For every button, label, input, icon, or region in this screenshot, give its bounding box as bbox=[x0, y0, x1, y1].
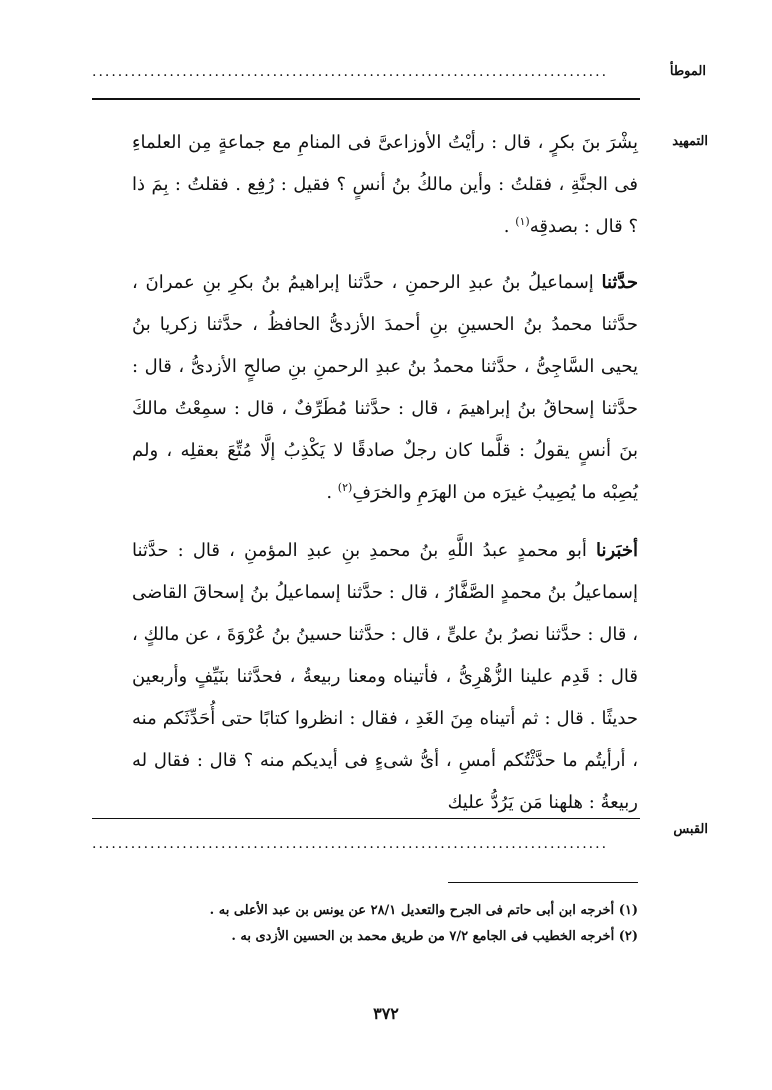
paragraph-1 bbox=[132, 122, 638, 248]
qabas-dotted-line: ................................................................................ bbox=[92, 836, 609, 852]
footnote-separator bbox=[448, 882, 638, 883]
footnote-ref-1: (١) bbox=[515, 215, 530, 228]
qabas-rule bbox=[92, 818, 640, 819]
header-rule bbox=[92, 98, 640, 100]
footnote-2: (٢) أخرجه الخطيب فى الجامع ٧/٢ من طريق محمد بن الحسين الأزدى به . bbox=[231, 929, 638, 944]
footnote-ref-2: (٢) bbox=[337, 481, 353, 494]
margin-label-tamhid: التمهيد bbox=[672, 134, 708, 149]
paragraph-1-tail: . bbox=[503, 216, 516, 237]
paragraph-3-text: أبو محمدٍ عبدُ اللَّهِ بنُ محمدِ بنِ عبدِ المؤمنِ ، قال : حدَّثنا إسماعيلُ بنُ محمدٍ الصَّفَّارُ ، قال : حدَّثنا إسماعيلُ بنُ إسحاقَ القاضى ، قال : حدَّثنا نصرُ بنُ علىٍّ ، قال : حدَّثنا حسينُ بنُ عُرْوَةَ ، عن مالكٍ ، قال : قَدِم علينا الزُّهْرِىُّ ، فأتيناه ومعنا ربيعةُ ، فحدَّثنا بنَيِّفٍ وأربعين حديثًا . قال : ثم أتيناه مِنَ الغَدِ ، فقال : انظروا كتابًا حتى أُحَدِّثَكم منه ، أرأيتُم ما حدَّثْتُكم أمسِ ، أىُّ شىءٍ فى أيديكم منه ؟ قال : فقال له ربيعةُ : هلهنا مَن يَرُدُّ عليك bbox=[132, 540, 639, 813]
paragraph-1-text: بِشْرَ بنَ بكرٍ ، قال : رأيْتُ الأوزاعىَّ فى المنامِ مع جماعةٍ مِن العلماءِ فى الجنَّةِ ، فقلتُ : وأين مالكُ بنُ أنسٍ ؟ فقيل : رُفِع . فقلتُ : بِمَ ذا ؟ قال : بصدقِه bbox=[132, 132, 638, 237]
paragraph-2-text: إسماعيلُ بنُ عبدِ الرحمنِ ، حدَّثنا إبراهيمُ بنُ بكرِ بنِ عمرانَ ، حدَّثنا محمدُ بنُ الحسينِ بنِ أحمدَ الأزدىُّ الحافظُ ، حدَّثنا زكريا بنُ يحيى السَّاجِىُّ ، حدَّثنا محمدُ بنُ عبدِ الرحمنِ بنِ صالحٍ الأزدىُّ ، قال : حدَّثنا إسحاقُ بنُ إبراهيمَ ، قال : حدَّثنا مُطَرِّفٌ ، قال : سمِعْتُ مالكَ بنَ أنسٍ يقولُ : قلَّما كان رجلٌ صادقًا لا يَكْذِبُ إلَّا مُتِّعَ بعقلِه ، ولم يُصِبْه ما يُصِيبُ غيرَه من الهرَمِ والخرَفِ bbox=[132, 272, 638, 503]
page-number: ٣٧٢ bbox=[373, 1004, 399, 1023]
running-title: الموطأ bbox=[669, 64, 706, 79]
tamhid-body bbox=[132, 122, 638, 840]
paragraph-2 bbox=[132, 262, 638, 514]
paragraph-3-lead: أخبَرنا bbox=[596, 540, 638, 561]
footnotes bbox=[132, 898, 638, 950]
margin-label-qabas: القبس bbox=[673, 822, 708, 837]
paragraph-2-tail: . bbox=[326, 482, 338, 503]
paragraph-3 bbox=[132, 530, 638, 824]
header-dotted-line: ................................................................................ bbox=[92, 64, 609, 80]
footnote-1: (١) أخرجه ابن أبى حاتم فى الجرح والتعديل ٢٨/١ عن يونس بن عبد الأعلى به . bbox=[209, 903, 638, 918]
paragraph-2-lead: حدَّثنا bbox=[601, 272, 638, 293]
